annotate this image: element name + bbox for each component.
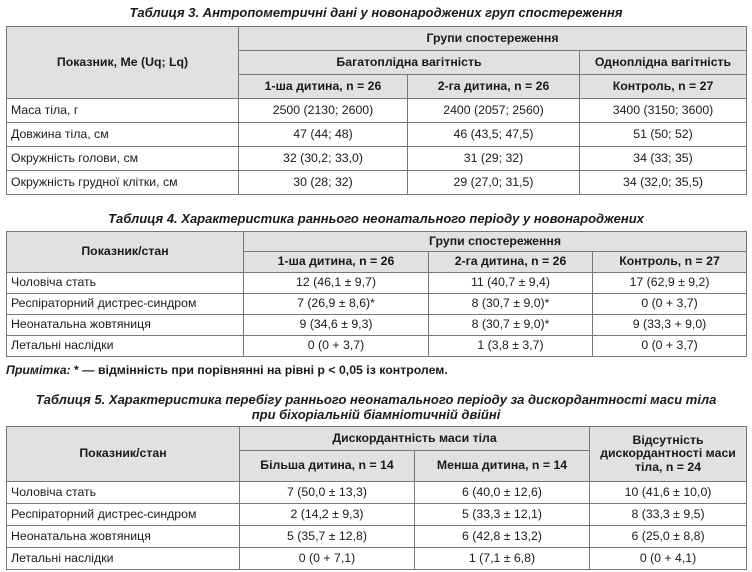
table3-caption: Таблиця 3. Антропометричні дані у новонароджених груп спостереження [129, 5, 623, 20]
cell: 47 (44; 48) [239, 123, 408, 147]
cell: 32 (30,2; 33,0) [239, 147, 408, 171]
cell: 8 (30,7 ± 9,0)* [429, 294, 593, 315]
table3-single-header: Одноплідна вагітність [580, 51, 747, 75]
table3 [6, 26, 747, 195]
row-label: Маса тіла, г [7, 99, 239, 123]
row-label: Летальні наслідки [7, 336, 244, 357]
table5-discord-header: Дискордантність маси тіла [240, 427, 590, 451]
cell: 8 (33,3 ± 9,5) [590, 504, 747, 526]
table-row [7, 171, 747, 195]
row-label: Летальні наслідки [7, 548, 240, 570]
table-row [7, 99, 747, 123]
row-label: Респіраторний дистрес-синдром [7, 504, 240, 526]
cell: 2 (14,2 ± 9,3) [240, 504, 415, 526]
cell: 9 (34,6 ± 9,3) [244, 315, 429, 336]
cell: 10 (41,6 ± 10,0) [590, 482, 747, 504]
table-row [7, 294, 747, 315]
cell: 3400 (3150; 3600) [580, 99, 747, 123]
row-label: Респіраторний дистрес-синдром [7, 294, 244, 315]
row-label: Чоловіча стать [7, 482, 240, 504]
table-row [7, 123, 747, 147]
row-label: Довжина тіла, см [7, 123, 239, 147]
table4-footnote [6, 363, 448, 377]
table5-caption-line1: Таблиця 5. Характеристика перебігу раннього неонатального періоду за дискордантності маси тіла [35, 392, 717, 407]
cell: 1 (3,8 ± 3,7) [429, 336, 593, 357]
row-label: Окружність грудної клітки, см [7, 171, 239, 195]
table5-absent-header: Відсутність дискордантності маси тіла, n = 24 [590, 427, 747, 482]
table-row [7, 273, 747, 294]
cell: 17 (62,9 ± 9,2) [593, 273, 747, 294]
table5-col1-header: Більша дитина, n = 14 [240, 451, 415, 482]
cell: 6 (25,0 ± 8,8) [590, 526, 747, 548]
table-row [7, 526, 747, 548]
cell: 6 (40,0 ± 12,6) [415, 482, 590, 504]
table-row [7, 548, 747, 570]
row-label: Чоловіча стать [7, 273, 244, 294]
cell: 2500 (2130; 2600) [239, 99, 408, 123]
cell: 30 (28; 32) [239, 171, 408, 195]
table3-col1-header: 1-ша дитина, n = 26 [239, 75, 408, 99]
cell: 31 (29; 32) [408, 147, 580, 171]
footnote-text: * — відмінність при порівнянні на рівні р < 0,05 із контролем. [70, 363, 448, 377]
table3-multi-header: Багатоплідна вагітність [239, 51, 580, 75]
cell: 0 (0 + 7,1) [240, 548, 415, 570]
cell: 2400 (2057; 2560) [408, 99, 580, 123]
table-row [7, 336, 747, 357]
table4-caption: Таблиця 4. Характеристика раннього неонатального періоду у новонароджених [108, 211, 644, 226]
cell: 0 (0 + 3,7) [593, 336, 747, 357]
cell: 11 (40,7 ± 9,4) [429, 273, 593, 294]
row-label: Окружність голови, см [7, 147, 239, 171]
cell: 12 (46,1 ± 9,7) [244, 273, 429, 294]
table3-col2-header: 2-га дитина, n = 26 [408, 75, 580, 99]
table5-caption-line2: при біхоріальній біамніотичній двійні [251, 407, 501, 422]
table5-col2-header: Менша дитина, n = 14 [415, 451, 590, 482]
table3-indicator-header: Показник, Me (Uq; Lq) [7, 27, 239, 99]
cell: 8 (30,7 ± 9,0)* [429, 315, 593, 336]
cell: 5 (35,7 ± 12,8) [240, 526, 415, 548]
cell: 6 (42,8 ± 13,2) [415, 526, 590, 548]
row-label: Неонатальна жовтяниця [7, 526, 240, 548]
cell: 34 (32,0; 35,5) [580, 171, 747, 195]
table4-col2-header: 2-га дитина, n = 26 [429, 252, 593, 273]
table-row [7, 482, 747, 504]
table-row [7, 147, 747, 171]
table4-groups-header: Групи спостереження [244, 232, 747, 252]
cell: 1 (7,1 ± 6,8) [415, 548, 590, 570]
table5-indicator-header: Показник/стан [7, 427, 240, 482]
cell: 29 (27,0; 31,5) [408, 171, 580, 195]
table4 [6, 231, 747, 357]
cell: 0 (0 + 3,7) [244, 336, 429, 357]
row-label: Неонатальна жовтяниця [7, 315, 244, 336]
cell: 51 (50; 52) [580, 123, 747, 147]
cell: 46 (43,5; 47,5) [408, 123, 580, 147]
table3-groups-header: Групи спостереження [239, 27, 747, 51]
cell: 9 (33,3 + 9,0) [593, 315, 747, 336]
table4-indicator-header: Показник/стан [7, 232, 244, 273]
cell: 0 (0 + 3,7) [593, 294, 747, 315]
table5 [6, 426, 747, 570]
cell: 5 (33,3 ± 12,1) [415, 504, 590, 526]
cell: 0 (0 + 4,1) [590, 548, 747, 570]
footnote-label: Примітка: [6, 363, 71, 377]
table-row [7, 315, 747, 336]
table4-col1-header: 1-ша дитина, n = 26 [244, 252, 429, 273]
cell: 34 (33; 35) [580, 147, 747, 171]
table-row [7, 504, 747, 526]
table4-col3-header: Контроль, n = 27 [593, 252, 747, 273]
cell: 7 (26,9 ± 8,6)* [244, 294, 429, 315]
cell: 7 (50,0 ± 13,3) [240, 482, 415, 504]
table3-col3-header: Контроль, n = 27 [580, 75, 747, 99]
